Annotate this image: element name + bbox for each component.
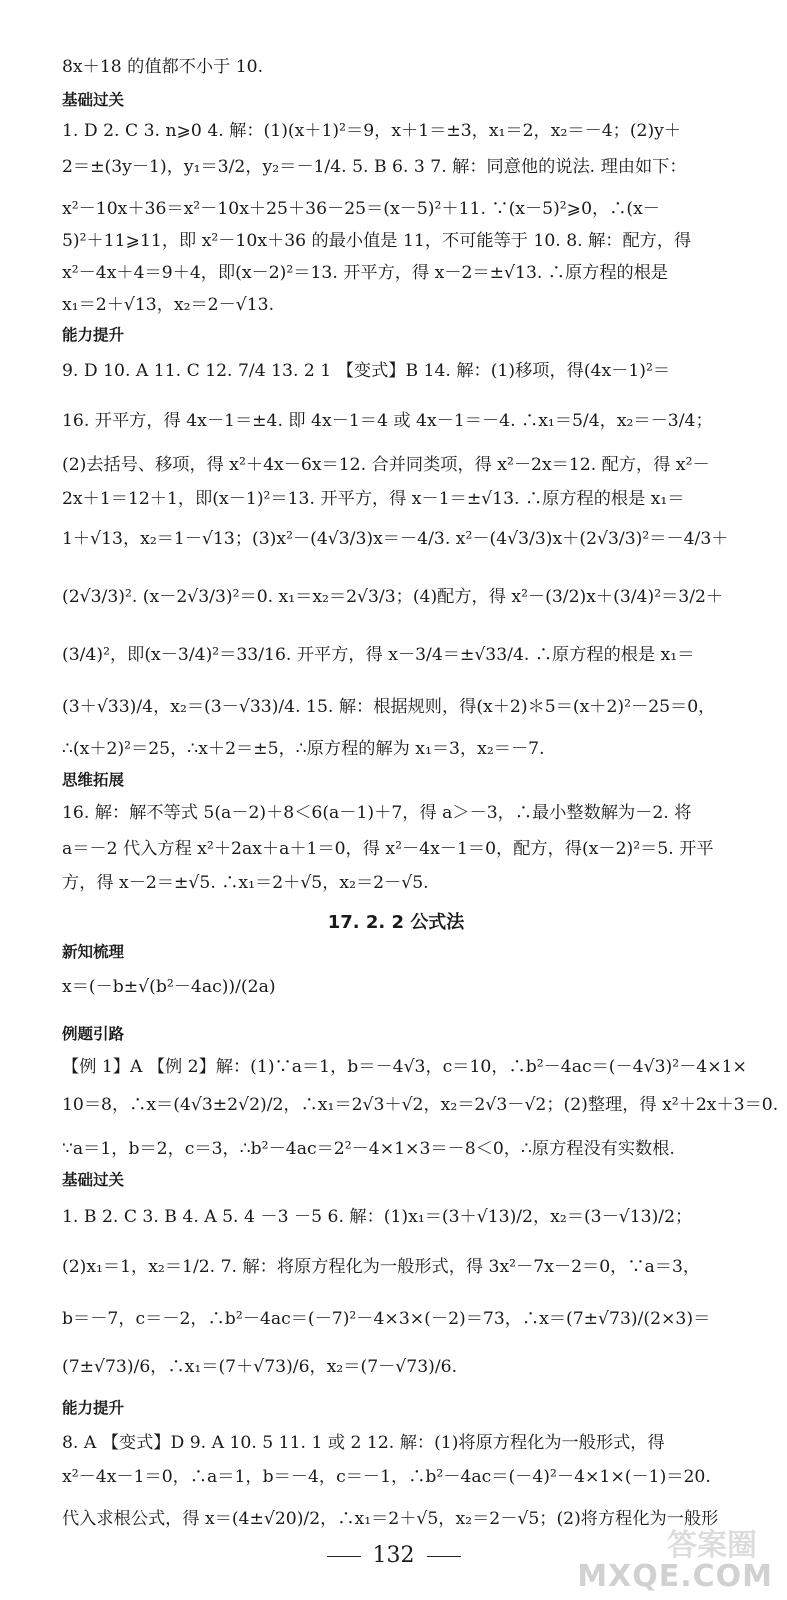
text-line: 16. 解：解不等式 5(a－2)＋8＜6(a－1)＋7，得 a＞－3，∴最小整数解为－2. 将 <box>62 803 692 823</box>
text-line: (2)x₁＝1，x₂＝1/2. 7. 解：将原方程化为一般形式，得 3x²－7x－2＝0，∵a＝3， <box>62 1257 701 1277</box>
text-line: 2x＋1＝12＋1，即(x－1)²＝13. 开平方，得 x－1＝±√13. ∴原方程的根是 x₁＝ <box>62 489 685 509</box>
text-line: (3/4)²，即(x－3/4)²＝33/16. 开平方，得 x－3/4＝±√33/4. ∴原方程的根是 x₁＝ <box>62 645 695 665</box>
text-line: 1＋√13，x₂＝1－√13；(3)x²－(4√3/3)x＝－4/3. x²－(4√3/3)x＋(2√3/3)²＝－4/3＋ <box>62 529 729 549</box>
text-line: 16. 开平方，得 4x－1＝±4. 即 4x－1＝4 或 4x－1＝－4. ∴x₁＝5/4，x₂＝－3/4； <box>62 411 713 431</box>
page-number-text: 132 <box>372 1543 415 1568</box>
text-line: (3＋√33)/4，x₂＝(3－√33)/4. 15. 解：根据规则，得(x＋2)＊5＝(x＋2)²－25＝0， <box>62 697 716 717</box>
text-line: 代入求根公式，得 x＝(4±√20)/2，∴x₁＝2＋√5，x₂＝2－√5；(2)将方程化为一般形 <box>62 1509 719 1529</box>
text-line: (2)去括号、移项，得 x²＋4x－6x＝12. 合并同类项，得 x²－2x＝12. 配方，得 x²－ <box>62 455 710 475</box>
section-heading-thinking: 思维拓展 <box>62 771 125 789</box>
text-line: 8x＋18 的值都不小于 10. <box>62 57 264 77</box>
watermark-logo: MXQE.COM <box>577 1559 773 1594</box>
text-line: 【例 1】A 【例 2】解：(1)∵a＝1，b＝－4√3，c＝10，∴b²－4ac＝(－4√3)²－4×1× <box>62 1057 747 1077</box>
text-line: 8. A 【变式】D 9. A 10. 5 11. 1 或 2 12. 解：(1)将原方程化为一般形式，得 <box>62 1433 665 1453</box>
text-line: 1. B 2. C 3. B 4. A 5. 4 －3 －5 6. 解：(1)x₁＝(3＋√13)/2，x₂＝(3－√13)/2； <box>62 1207 693 1227</box>
section-heading-new: 新知梳理 <box>62 943 125 961</box>
text-line: 5)²＋11⩾11，即 x²－10x＋36 的最小值是 11，不可能等于 10. 8. 解：配方，得 <box>62 231 692 251</box>
text-line: b＝－7，c＝－2，∴b²－4ac＝(－7)²－4×3×(－2)＝73，∴x＝(7±√73)/(2×3)＝ <box>62 1309 711 1329</box>
text-line: ∴(x＋2)²＝25，∴x＋2＝±5，∴原方程的解为 x₁＝3，x₂＝－7. <box>62 739 545 759</box>
watermark-logo-cn: 答案圈 <box>667 1528 757 1563</box>
text-line: x₁＝2＋√13，x₂＝2－√13. <box>62 295 275 315</box>
section-heading-basic-2: 基础过关 <box>62 1171 125 1189</box>
section-heading-examples: 例题引路 <box>62 1025 125 1043</box>
text-line: (7±√73)/6，∴x₁＝(7＋√73)/6，x₂＝(7－√73)/6. <box>62 1357 458 1377</box>
text-line: x²－4x＋4＝9＋4，即(x－2)²＝13. 开平方，得 x－2＝±√13. ∴原方程的根是 <box>62 263 669 283</box>
text-line: 1. D 2. C 3. n⩾0 4. 解：(1)(x＋1)²＝9，x＋1＝±3，x₁＝2，x₂＝－4；(2)y＋ <box>62 121 682 141</box>
text-line: 方，得 x－2＝±√5. ∴x₁＝2＋√5，x₂＝2－√5. <box>62 873 429 893</box>
text-line: ∵a＝1，b＝2，c＝3，∴b²－4ac＝2²－4×1×3＝－8＜0，∴原方程没有实数根. <box>62 1139 675 1159</box>
text-line: x²－4x－1＝0，∴a＝1，b＝－4，c＝－1，∴b²－4ac＝(－4)²－4×1×(－1)＝20. <box>62 1467 711 1487</box>
section-heading-basic: 基础过关 <box>62 91 125 109</box>
dash-left <box>327 1556 361 1557</box>
section-title: 17. 2. 2 公式法 <box>327 912 465 933</box>
text-line: x²－10x＋36＝x²－10x＋25＋36－25＝(x－5)²＋11. ∵(x－5)²⩾0，∴(x－ <box>62 199 660 219</box>
text-line: 9. D 10. A 11. C 12. 7/4 13. 2 1 【变式】B 14. 解：(1)移项，得(4x－1)²＝ <box>62 361 671 381</box>
formula-line: x＝(－b±√(b²－4ac))/(2a) <box>62 977 276 997</box>
text-line: (2√3/3)². (x－2√3/3)²＝0. x₁＝x₂＝2√3/3；(4)配方，得 x²－(3/2)x＋(3/4)²＝3/2＋ <box>62 587 724 607</box>
dash-right <box>427 1556 461 1557</box>
section-heading-ability: 能力提升 <box>62 326 125 344</box>
text-line: 10＝8，∴x＝(4√3±2√2)/2，∴x₁＝2√3＋√2，x₂＝2√3－√2；(2)整理，得 x²＋2x＋3＝0. <box>62 1095 779 1115</box>
text-line: a＝－2 代入方程 x²＋2ax＋a＋1＝0，得 x²－4x－1＝0，配方，得(x－2)²＝5. 开平 <box>62 839 714 859</box>
text-line: 2＝±(3y－1)，y₁＝3/2，y₂＝－1/4. 5. B 6. 3 7. 解：同意他的说法. 理由如下： <box>62 157 687 177</box>
section-heading-ability-2: 能力提升 <box>62 1399 125 1417</box>
